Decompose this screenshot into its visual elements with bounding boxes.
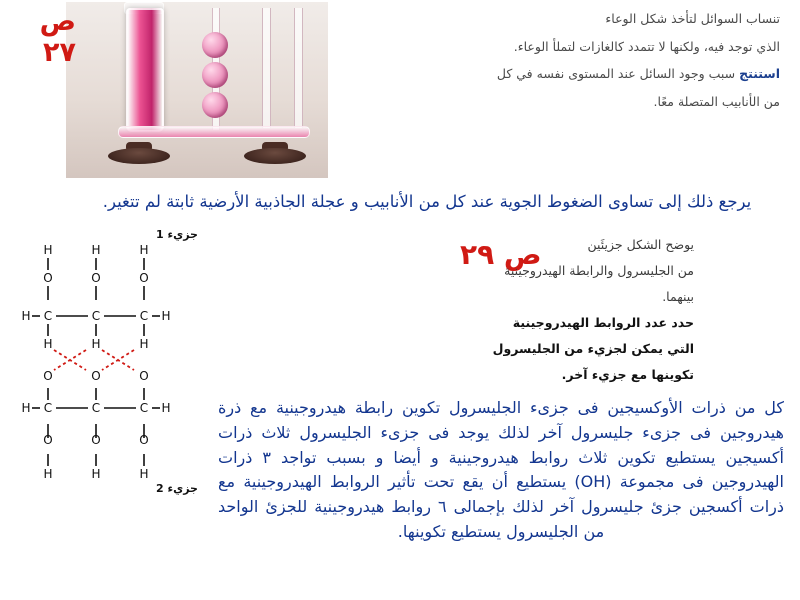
thin-tube-2: [294, 8, 303, 128]
book-mid-line-6: تكوينها مع جزيء آخر.: [561, 367, 694, 382]
bulb-3: [202, 92, 228, 118]
svg-text:H: H: [43, 337, 53, 351]
svg-text:C: C: [43, 309, 53, 323]
svg-text:H: H: [91, 337, 101, 351]
bulb-1: [202, 32, 228, 58]
answer-paragraph-main: كل من ذرات الأوكسيجين فى جزىء الجليسرول تكوين رابطة هيدروجينية مع ذرة هيدروجين فى جزىء جليسرول آخر لذلك يوجد فى جزىء الجليسرول ثلاث ذرات أكسيجين يستطيع تكوين ثلاث روابط هيدروجينية و أيضا و بسبب تواجد ٣ ذرات الهيدروجين فى مجموعة (OH) يستطيع أن يقع تحت تأثير الروابط الهيدروجينية مع ذرات أكسجين جزئ جليسرول آخر لذلك بإجمالى ٦ روابط هيدروجينية للجزئ الواحد من الجليسرول يستطيع تكوينها.: [218, 398, 785, 541]
book-mid-line-3: بينهما.: [662, 289, 694, 304]
book-mid-line-2: من الجليسرول والرابطة الهيدروجينية: [504, 263, 694, 278]
stand-base-right: [244, 148, 306, 164]
svg-text:H: H: [21, 309, 31, 323]
large-test-tube: [126, 8, 164, 132]
textbook-paragraph-mid: [480, 232, 694, 388]
page-tag-27: ص ٢٧: [39, 6, 76, 68]
svg-text:H: H: [91, 467, 101, 481]
svg-text:H: H: [91, 243, 101, 257]
svg-text:O: O: [43, 369, 53, 383]
glycerol-hydrogen-bond-diagram: [8, 228, 216, 500]
book-top-lead: استنتج: [739, 66, 780, 82]
book-top-line-1: تنساب السوائل لتأخذ شكل الوعاء: [605, 11, 780, 26]
svg-text:O: O: [91, 433, 101, 447]
answer-paragraph-top: يرجع ذلك إلى تساوى الضغوط الجوية عند كل من الأنابيب و عجلة الجاذبية الأرضية ثابتة لم تتغير.: [102, 192, 752, 211]
book-mid-lead: حدد: [671, 315, 694, 330]
svg-text:H: H: [139, 243, 149, 257]
svg-text:O: O: [91, 271, 101, 285]
svg-text:H: H: [21, 401, 31, 415]
svg-text:H: H: [139, 467, 149, 481]
svg-text:H: H: [161, 401, 171, 415]
hydrogen-bond-lines: [54, 350, 134, 370]
svg-text:C: C: [91, 309, 101, 323]
bulb-tube-column: [202, 8, 228, 130]
book-mid-line-4-rest: عدد الروابط الهيدروجينية: [512, 315, 672, 330]
svg-text:O: O: [43, 271, 53, 285]
book-top-line-3-rest: سبب وجود السائل عند المستوى نفسه في كل: [496, 66, 740, 82]
book-mid-line-4: [480, 310, 694, 335]
svg-text:O: O: [139, 369, 149, 383]
svg-text:O: O: [139, 271, 149, 285]
svg-text:C: C: [139, 309, 149, 323]
book-top-line-3: [480, 61, 780, 87]
svg-text:H: H: [139, 337, 149, 351]
svg-text:C: C: [43, 401, 53, 415]
page-tag-29: ص ٢٩: [460, 238, 542, 271]
svg-text:C: C: [91, 401, 101, 415]
svg-text:O: O: [91, 369, 101, 383]
svg-text:H: H: [161, 309, 171, 323]
svg-text:H: H: [43, 467, 53, 481]
textbook-paragraph-top: [480, 6, 780, 117]
communicating-vessels-photo: [66, 2, 328, 178]
book-top-line-4: من الأنابيب المتصلة معًا.: [653, 93, 780, 109]
stand-base-left: [108, 148, 170, 164]
book-top-line-2: الذي توجد فيه، ولكنها لا تتمدد كالغازات لتملأ الوعاء.: [513, 38, 780, 54]
bulb-2: [202, 62, 228, 88]
book-mid-line-1: يوضح الشكل جزيئَين: [587, 237, 694, 252]
svg-text:O: O: [43, 433, 53, 447]
svg-text:H: H: [43, 243, 53, 257]
molecule-svg: [8, 228, 216, 500]
molecule-label-1: جزيء 1: [156, 228, 198, 241]
atom-labels: [21, 243, 170, 481]
svg-text:O: O: [139, 433, 149, 447]
connecting-manifold: [118, 126, 310, 138]
molecule-label-2: جزيء 2: [156, 482, 198, 495]
book-mid-line-5: التي يمكن لجزيء من الجليسرول: [492, 341, 694, 356]
thin-tube-1: [262, 8, 271, 128]
svg-text:C: C: [139, 401, 149, 415]
